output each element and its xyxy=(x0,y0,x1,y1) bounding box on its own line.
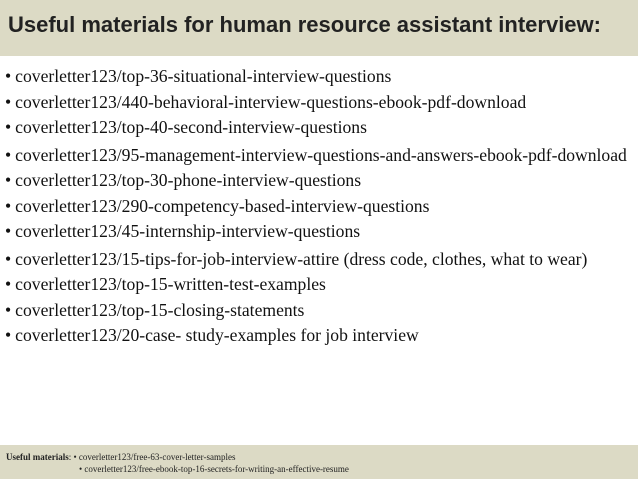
list-item-text[interactable]: coverletter123/top-36-situational-interview-questions xyxy=(15,66,392,86)
list-item[interactable]: • coverletter123/top-15-closing-statements xyxy=(5,299,305,320)
materials-list xyxy=(5,64,631,349)
list-item[interactable]: • coverletter123/top-40-second-interview-questions xyxy=(5,117,367,137)
list-item-text[interactable]: coverletter123/top-15-closing-statements xyxy=(15,299,305,320)
list-item-text[interactable]: coverletter123/95-management-interview-questions-and-answers-ebook-pdf-download xyxy=(15,144,627,165)
list-item[interactable]: • coverletter123/440-behavioral-interview-questions-ebook-pdf-download xyxy=(5,91,527,112)
list-item[interactable]: • coverletter123/top-36-situational-interview-questions xyxy=(5,66,392,86)
footer-label: Useful materials xyxy=(6,452,69,462)
footer-line-2: • coverletter123/free-ebook-top-16-secrets-for-writing-an-effective-resume xyxy=(79,464,349,474)
list-item[interactable]: • coverletter123/top-30-phone-interview-questions xyxy=(5,170,362,190)
list-item-text[interactable]: coverletter123/45-internship-interview-questions xyxy=(15,221,361,241)
list-item-text[interactable]: coverletter123/15-tips-for-job-interview-attire (dress code, clothes, what to wear) xyxy=(15,248,588,269)
footer-line-1: Useful materials: • coverletter123/free-63-cover-letter-samples xyxy=(6,452,236,462)
list-item[interactable]: • coverletter123/95-management-interview-questions-and-answers-ebook-pdf-download xyxy=(5,144,627,165)
list-item-text[interactable]: coverletter123/440-behavioral-interview-questions-ebook-pdf-download xyxy=(15,91,527,112)
footer-bar xyxy=(0,445,638,479)
list-item[interactable]: • coverletter123/45-internship-interview-questions xyxy=(5,221,361,241)
list-item-text[interactable]: coverletter123/top-15-written-test-examples xyxy=(15,274,326,294)
footer-link[interactable]: coverletter123/free-63-cover-letter-samples xyxy=(78,452,236,462)
list-item-text[interactable]: coverletter123/290-competency-based-interview-questions xyxy=(15,195,430,216)
list-item-text[interactable]: coverletter123/top-40-second-interview-questions xyxy=(15,117,367,137)
list-item[interactable]: • coverletter123/15-tips-for-job-interview-attire (dress code, clothes, what to wear) xyxy=(5,248,588,269)
list-item[interactable]: • coverletter123/290-competency-based-interview-questions xyxy=(5,195,430,216)
list-item-text[interactable]: coverletter123/top-30-phone-interview-questions xyxy=(15,170,362,190)
list-item-text[interactable]: coverletter123/20-case- study-examples for job interview xyxy=(15,325,419,345)
title-bar xyxy=(0,0,638,56)
page-title: Useful materials for human resource assistant interview: xyxy=(8,12,601,37)
footer-link[interactable]: coverletter123/free-ebook-top-16-secrets-for-writing-an-effective-resume xyxy=(84,464,349,474)
list-item[interactable]: • coverletter123/20-case- study-examples for job interview xyxy=(5,325,419,345)
list-item[interactable]: • coverletter123/top-15-written-test-examples xyxy=(5,274,326,294)
